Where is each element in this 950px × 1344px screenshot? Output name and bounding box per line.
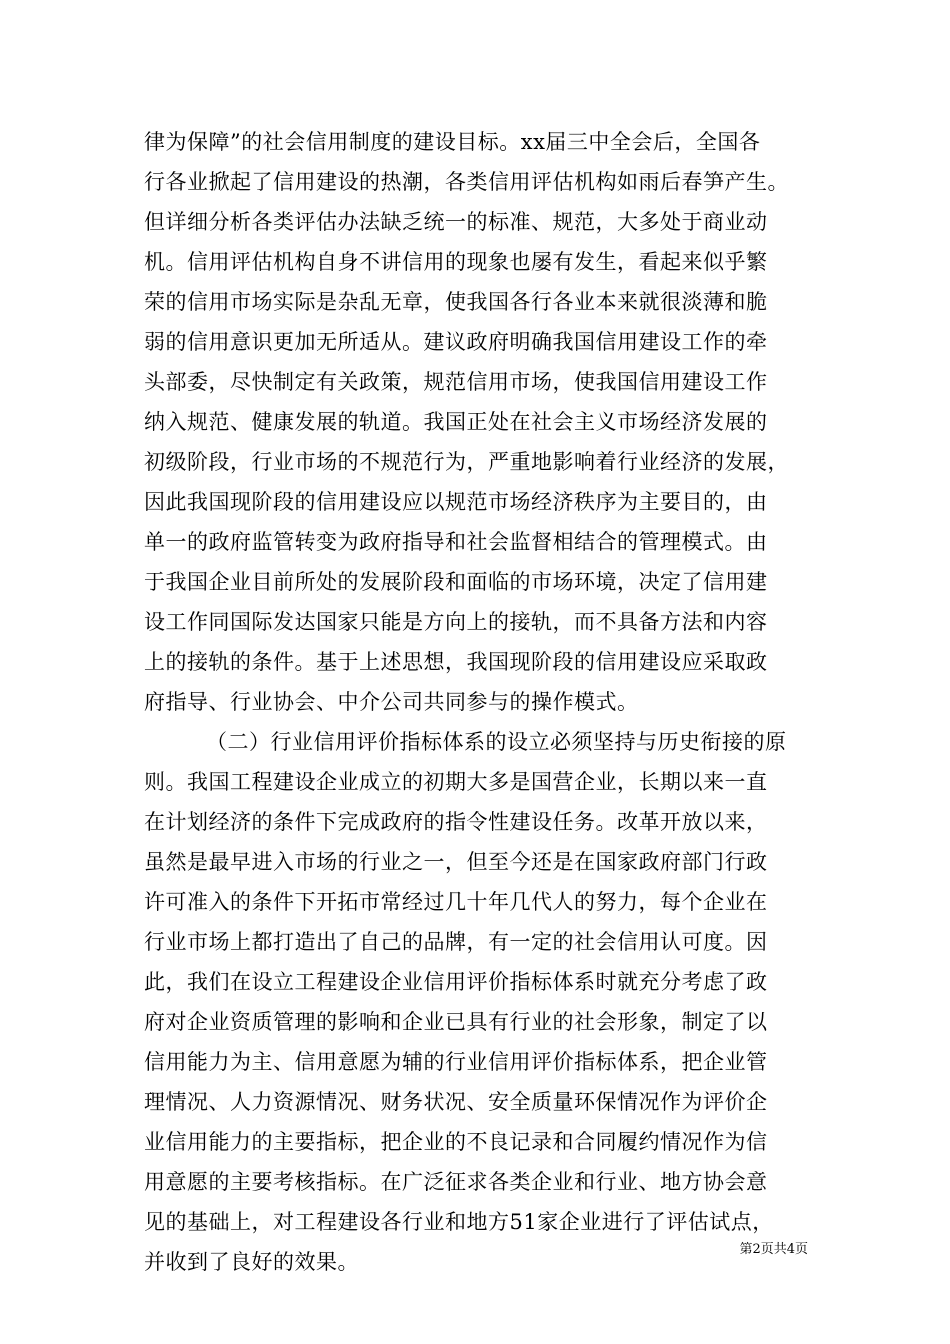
text-line: 于我国企业目前所处的发展阶段和面临的市场环境，决定了信用建 xyxy=(144,570,768,594)
text-line: 府指导、行业协会、中介公司共同参与的操作模式。 xyxy=(144,690,639,714)
text-line: 行业市场上都打造出了自己的品牌，有一定的社会信用认可度。因 xyxy=(144,930,768,954)
text-line: 在计划经济的条件下完成政府的指令性建设任务。改革开放以来， xyxy=(144,810,768,834)
text-line: 许可准入的条件下开拓市常经过几十年几代人的努力，每个企业在 xyxy=(144,890,768,914)
text-line: 弱的信用意识更加无所适从。建议政府明确我国信用建设工作的牵 xyxy=(144,330,768,354)
text-line: 律为保障”的社会信用制度的建设目标。xx届三中全会后，全国各 xyxy=(144,130,761,154)
text-line: 并收到了良好的效果。 xyxy=(144,1250,359,1274)
text-line: 府对企业资质管理的影响和企业已具有行业的社会形象，制定了以 xyxy=(144,1010,768,1034)
text-line: 因此我国现阶段的信用建设应以规范市场经济秩序为主要目的，由 xyxy=(144,490,768,514)
text-line: 初级阶段，行业市场的不规范行为，严重地影响着行业经济的发展， xyxy=(144,450,789,474)
text-line: 虽然是最早进入市场的行业之一，但至今还是在国家政府部门行政 xyxy=(144,850,768,874)
text-line: 上的接轨的条件。基于上述思想，我国现阶段的信用建设应采取政 xyxy=(144,650,768,674)
body-text xyxy=(144,122,816,1282)
text-line: 此，我们在设立工程建设企业信用评价指标体系时就充分考虑了政 xyxy=(144,970,768,994)
text-line: 理情况、人力资源情况、财务状况、安全质量环保情况作为评价企 xyxy=(144,1090,768,1114)
text-line: 用意愿的主要考核指标。在广泛征求各类企业和行业、地方协会意 xyxy=(144,1170,768,1194)
text-line: 单一的政府监管转变为政府指导和社会监督相结合的管理模式。由 xyxy=(144,530,768,554)
text-line: 荣的信用市场实际是杂乱无章，使我国各行各业本来就很淡薄和脆 xyxy=(144,290,768,314)
text-line: 纳入规范、健康发展的轨道。我国正处在社会主义市场经济发展的 xyxy=(144,410,768,434)
text-line: 则。我国工程建设企业成立的初期大多是国营企业，长期以来一直 xyxy=(144,770,768,794)
page-number: 第2页共4页 xyxy=(739,1242,808,1257)
text-line: 见的基础上，对工程建设各行业和地方51家企业进行了评估试点， xyxy=(144,1210,774,1234)
text-line: 头部委，尽快制定有关政策，规范信用市场，使我国信用建设工作 xyxy=(144,370,768,394)
paragraph-2 xyxy=(144,722,816,1282)
text-line: 但详细分析各类评估办法缺乏统一的标准、规范，大多处于商业动 xyxy=(144,210,768,234)
text-line: 业信用能力的主要指标，把企业的不良记录和合同履约情况作为信 xyxy=(144,1130,768,1154)
text-line: 机。信用评估机构自身不讲信用的现象也屡有发生，看起来似乎繁 xyxy=(144,250,768,274)
paragraph-1 xyxy=(144,122,816,722)
text-line: 行各业掀起了信用建设的热潮，各类信用评估机构如雨后春笋产生。 xyxy=(144,170,789,194)
text-line: 设工作同国际发达国家只能是方向上的接轨，而不具备方法和内容 xyxy=(144,610,768,634)
text-line: （二）行业信用评价指标体系的设立必须坚持与历史衔接的原 xyxy=(206,730,787,754)
text-line: 信用能力为主、信用意愿为辅的行业信用评价指标体系，把企业管 xyxy=(144,1050,768,1074)
